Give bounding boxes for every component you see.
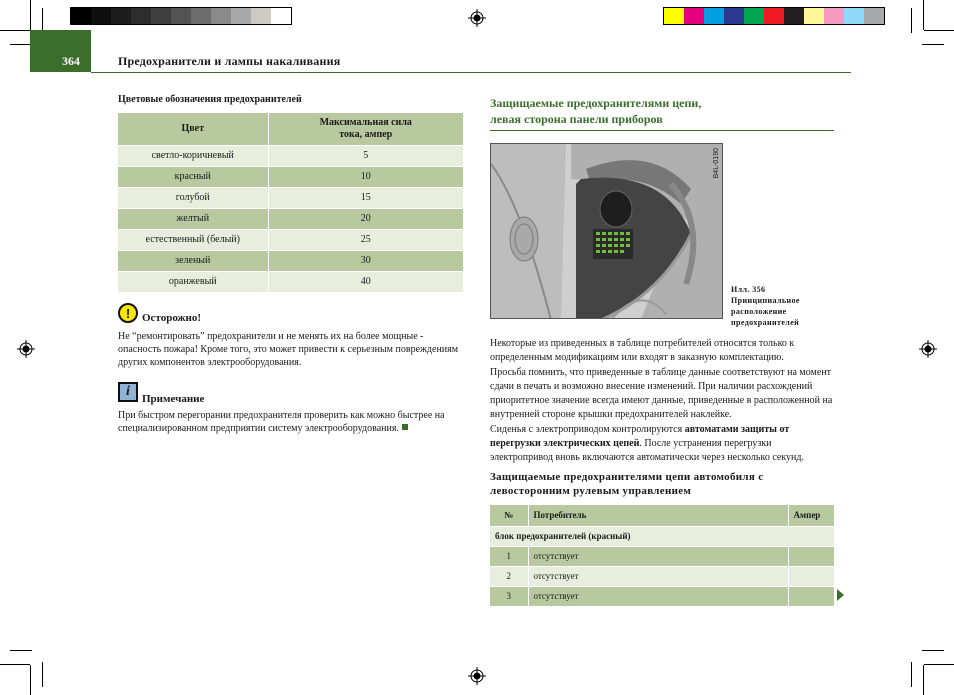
table-row bbox=[118, 229, 463, 250]
group-label: блок предохранителей (красный) bbox=[490, 526, 834, 546]
fuse-color-cell: естественный (белый) bbox=[118, 229, 268, 250]
crop-mark bbox=[0, 664, 30, 665]
section-heading-line: Защищаемые предохранителями цепи, bbox=[490, 96, 702, 110]
color-swatch bbox=[71, 8, 91, 24]
continue-arrow-icon bbox=[837, 589, 844, 601]
crop-mark bbox=[923, 665, 924, 695]
color-swatch bbox=[844, 8, 864, 24]
section-heading bbox=[490, 95, 834, 131]
column-header-consumer: Потребитель bbox=[528, 505, 788, 526]
dashboard-drawing bbox=[491, 144, 723, 319]
fuse-amps-cell: 5 bbox=[268, 145, 463, 166]
paragraph-text: . После устранения перегрузки электропривод вновь включаются автоматически через несколько секунд. bbox=[490, 438, 804, 463]
color-swatch bbox=[131, 8, 151, 24]
paragraph: Некоторые из приведенных в таблице потребителей относятся только к определенным модификациям или входят в заказную комплектацию. bbox=[490, 338, 795, 363]
amps-cell bbox=[788, 586, 834, 606]
color-swatch bbox=[111, 8, 131, 24]
fuse-color-cell: зеленый bbox=[118, 250, 268, 271]
table-group-row bbox=[490, 526, 834, 546]
table-row bbox=[118, 145, 463, 166]
crop-mark bbox=[922, 650, 944, 651]
note-body: При быстром перегорании предохранителя проверить как можно быстрее на специализированном предприятии систему электрооборудования. bbox=[118, 410, 445, 434]
color-swatch bbox=[151, 8, 171, 24]
paragraph-bold-text: автоматами защиты от перегрузки электрических цепей bbox=[490, 424, 790, 449]
paragraph bbox=[490, 423, 834, 465]
note-text bbox=[118, 409, 463, 435]
fuse-color-cell: голубой bbox=[118, 187, 268, 208]
fuse-amps-cell: 15 bbox=[268, 187, 463, 208]
warning-text: Не “ремонтировать” предохранители и не менять их на более мощные - опасность пожара! Кроме того, это может привести к серьезным повреждениям других компонентов электрооборудования. bbox=[118, 331, 459, 368]
color-swatch bbox=[724, 8, 744, 24]
gray-color-bar bbox=[70, 7, 292, 25]
registration-mark-icon bbox=[919, 340, 937, 358]
fuse-amps-cell: 20 bbox=[268, 208, 463, 229]
fuse-color-cell: красный bbox=[118, 166, 268, 187]
crop-mark bbox=[911, 662, 912, 687]
table-row bbox=[118, 187, 463, 208]
color-swatch bbox=[824, 8, 844, 24]
color-swatch bbox=[864, 8, 884, 24]
crop-mark bbox=[30, 0, 31, 30]
fuse-amps-cell: 40 bbox=[268, 271, 463, 292]
fuse-number-cell: 1 bbox=[490, 546, 528, 566]
color-swatch bbox=[664, 8, 684, 24]
section-heading-line: левая сторона панели приборов bbox=[490, 112, 663, 126]
column-header-amps: Ампер bbox=[788, 505, 834, 526]
crop-mark bbox=[911, 8, 912, 33]
fuse-number-cell: 2 bbox=[490, 566, 528, 586]
fuse-color-cell: светло-коричневый bbox=[118, 145, 268, 166]
fuse-table-heading: Защищаемые предохранителями цепи автомобиля с левосторонним рулевым управлением bbox=[490, 471, 764, 497]
color-swatch bbox=[704, 8, 724, 24]
page-number-tab bbox=[30, 30, 91, 72]
chapter-title: Предохранители и лампы накаливания bbox=[118, 54, 341, 68]
warning-title: Осторожно! bbox=[142, 312, 202, 324]
crop-mark bbox=[42, 662, 43, 687]
color-swatch bbox=[744, 8, 764, 24]
figure-code: B4L-0190 bbox=[713, 148, 720, 179]
paragraph-text: Сиденья с электроприводом контролируются bbox=[490, 424, 685, 435]
crop-mark bbox=[30, 665, 31, 695]
paragraph: Просьба помнить, что приведенные в таблице данные соответствуют на момент сдачи в печать и возможно внесение изменений. При наличии расхождений приоритетное значение всегда имеют данные, приведенные в расположенной на внутренней стороне крышки предохранителей наклейке. bbox=[490, 367, 833, 420]
end-of-section-icon bbox=[402, 424, 408, 430]
table-row bbox=[490, 566, 834, 586]
warning-icon: ! bbox=[118, 303, 138, 323]
crop-mark bbox=[923, 0, 924, 30]
color-swatch bbox=[764, 8, 784, 24]
amps-cell bbox=[788, 546, 834, 566]
fuse-color-table bbox=[118, 113, 463, 292]
color-swatch bbox=[271, 8, 291, 24]
column-header-color: Цвет bbox=[118, 113, 268, 145]
color-swatch bbox=[251, 8, 271, 24]
registration-mark-icon bbox=[17, 340, 35, 358]
info-icon: i bbox=[118, 382, 138, 402]
column-header-amps: Максимальная сила тока, ампер bbox=[268, 113, 463, 145]
color-swatch bbox=[804, 8, 824, 24]
crop-mark bbox=[922, 44, 944, 45]
color-swatch bbox=[191, 8, 211, 24]
table-row bbox=[490, 586, 834, 606]
fuse-circuit-table bbox=[490, 505, 834, 606]
registration-mark-icon bbox=[468, 9, 486, 27]
fuse-color-cell: желтый bbox=[118, 208, 268, 229]
fuse-amps-cell: 30 bbox=[268, 250, 463, 271]
registration-mark-icon bbox=[468, 667, 486, 685]
table-row bbox=[490, 546, 834, 566]
fuse-color-cell: оранжевый bbox=[118, 271, 268, 292]
page-number: 364 bbox=[62, 54, 80, 68]
color-swatch bbox=[784, 8, 804, 24]
color-swatch bbox=[211, 8, 231, 24]
consumer-cell: отсутствует bbox=[528, 586, 788, 606]
fuse-number-cell: 3 bbox=[490, 586, 528, 606]
amps-cell bbox=[788, 566, 834, 586]
crop-mark bbox=[10, 650, 32, 651]
header-rule bbox=[91, 72, 851, 73]
table-row bbox=[118, 208, 463, 229]
consumer-cell: отсутствует bbox=[528, 566, 788, 586]
process-color-bar bbox=[663, 7, 885, 25]
color-swatch bbox=[171, 8, 191, 24]
note-title: Примечание bbox=[142, 393, 205, 405]
fuse-amps-cell: 10 bbox=[268, 166, 463, 187]
crop-mark bbox=[0, 30, 30, 31]
fuse-location-illustration bbox=[490, 143, 723, 319]
color-swatch bbox=[231, 8, 251, 24]
table-row bbox=[118, 250, 463, 271]
fuse-color-caption: Цветовые обозначения предохранителей bbox=[118, 94, 302, 105]
consumer-cell: отсутствует bbox=[528, 546, 788, 566]
fuse-amps-cell: 25 bbox=[268, 229, 463, 250]
color-swatch bbox=[91, 8, 111, 24]
color-swatch bbox=[684, 8, 704, 24]
crop-mark bbox=[10, 44, 32, 45]
table-row bbox=[118, 166, 463, 187]
crop-mark bbox=[924, 30, 954, 31]
table-row bbox=[118, 271, 463, 292]
column-header-number: № bbox=[490, 505, 528, 526]
figure-caption: Илл. 356 Принципиальное расположение предохранителей bbox=[731, 285, 800, 327]
crop-mark bbox=[924, 664, 954, 665]
